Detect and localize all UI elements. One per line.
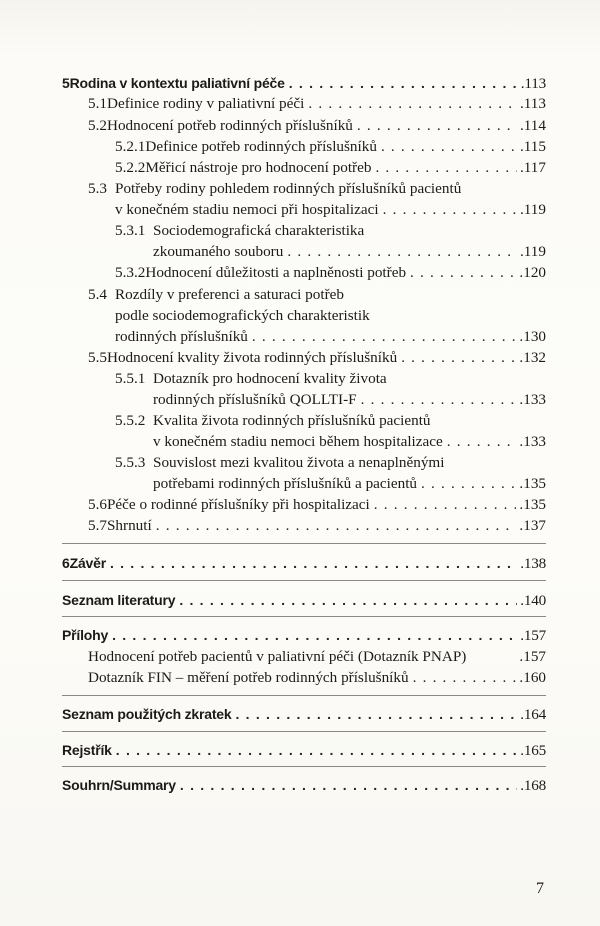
dot-leader — [112, 625, 517, 645]
entry-title-continuation: rodinných příslušníků — [115, 328, 248, 345]
entry-number: 5.4 — [88, 286, 107, 303]
dot-leader — [357, 116, 517, 136]
entry-title: Rejstřík — [62, 742, 112, 758]
separator-rule — [62, 543, 546, 544]
entry-title: Definice rodiny v paliativní péči — [106, 95, 305, 112]
toc-entry-5-5-1[interactable] — [115, 369, 387, 389]
entry-title: Hodnocení důležitosti a naplněnosti potřeb — [145, 264, 407, 281]
entry-page: .113 — [519, 95, 546, 112]
entry-title: Dotazník FIN – měření potřeb rodinných příslušníků — [88, 669, 409, 686]
entry-title: Hodnocení potřeb rodinných příslušníků — [106, 117, 353, 134]
entry-title: Seznam použitých zkratek — [62, 706, 232, 722]
entry-title: Souvislost mezi kvalitou života a nenaplněnými — [153, 454, 445, 471]
toc-entry-rejstrik[interactable] — [62, 740, 546, 761]
toc-entry-5-4[interactable] — [88, 285, 344, 305]
toc-entry-5-5[interactable] — [88, 348, 546, 368]
entry-number: 5.1 — [88, 95, 107, 112]
toc-entry-5-3-1-continuation[interactable] — [153, 242, 546, 262]
entry-page: .157 — [519, 648, 546, 665]
entry-page: .119 — [519, 243, 546, 260]
toc-entry-5-3-2[interactable] — [115, 263, 546, 283]
toc-entry-souhrn[interactable] — [62, 775, 546, 796]
dot-leader — [308, 94, 517, 114]
entry-page: .130 — [519, 328, 546, 345]
separator-rule — [62, 766, 546, 767]
toc-entry-5-5-3[interactable] — [115, 453, 444, 473]
entry-title-continuation: v konečném stadiu nemoci při hospitalizaci — [115, 201, 379, 218]
entry-page: .120 — [519, 264, 546, 281]
toc-entry-5-2-2[interactable] — [115, 158, 546, 178]
dot-leader — [180, 775, 517, 795]
toc-entry-appendix-pnap[interactable] — [88, 647, 546, 667]
entry-title-continuation: v konečném stadiu nemoci během hospitalizace — [153, 433, 443, 450]
separator-rule — [62, 580, 546, 581]
dot-leader — [383, 200, 517, 220]
page-number: 7 — [536, 880, 544, 897]
toc-entry-5-1[interactable] — [88, 94, 546, 114]
toc-entry-5-2[interactable] — [88, 116, 546, 136]
entry-page: .157 — [520, 627, 546, 644]
entry-number: 5.5.3 — [115, 454, 146, 471]
dot-leader — [447, 432, 517, 452]
entry-number: 5.2.2 — [115, 159, 146, 176]
toc-entry-5-3-1[interactable] — [115, 221, 364, 241]
entry-number: 5.2.1 — [115, 138, 146, 155]
entry-title: Péče o rodinné příslušníky při hospitalizaci — [106, 496, 370, 513]
entry-title-continuation: potřebami rodinných příslušníků a pacientů — [153, 475, 418, 492]
entry-title: Seznam literatury — [62, 592, 176, 608]
entry-title-continuation: podle sociodemografických charakteristik — [115, 307, 370, 324]
toc-entry-chapter-6[interactable] — [62, 553, 546, 574]
dot-leader — [381, 137, 517, 157]
entry-page: .115 — [519, 138, 546, 155]
toc-entry-5-3[interactable] — [88, 179, 461, 199]
toc-entry-zkratky[interactable] — [62, 704, 546, 725]
entry-title: Souhrn/Summary — [62, 777, 176, 793]
toc-entry-5-5-1-continuation[interactable] — [153, 390, 546, 410]
toc-entry-chapter-5[interactable] — [62, 73, 546, 94]
toc-entry-prilohy[interactable] — [62, 625, 546, 646]
dot-leader — [374, 495, 517, 515]
entry-title: Hodnocení potřeb pacientů v paliativní péči (Dotazník PNAP) — [88, 648, 467, 665]
entry-number: 5.6 — [88, 496, 107, 513]
entry-page: .133 — [519, 433, 546, 450]
dot-leader — [116, 740, 517, 760]
entry-title: Shrnutí — [106, 517, 152, 534]
separator-rule — [62, 616, 546, 617]
entry-page: .168 — [520, 777, 546, 794]
toc-entry-5-6[interactable] — [88, 495, 546, 515]
dot-leader — [110, 553, 517, 573]
entry-number: 5 — [62, 75, 70, 91]
dot-leader — [421, 474, 516, 494]
dot-leader — [361, 390, 517, 410]
entry-number: 5.5.1 — [115, 370, 146, 387]
toc-entry-seznam-literatury[interactable] — [62, 590, 546, 611]
entry-number: 5.3.2 — [115, 264, 146, 281]
dot-leader — [156, 516, 517, 536]
entry-page: .119 — [519, 201, 546, 218]
entry-page: .113 — [520, 75, 546, 92]
entry-number: 5.3 — [88, 180, 107, 197]
toc-entry-appendix-fin[interactable] — [88, 668, 546, 688]
dot-leader — [413, 668, 517, 688]
entry-title: Hodnocení kvality života rodinných příslušníků — [106, 349, 398, 366]
toc-entry-5-3-continuation[interactable] — [115, 200, 546, 220]
entry-page: .133 — [519, 391, 546, 408]
entry-title: Dotazník pro hodnocení kvality života — [153, 370, 387, 387]
toc-entry-5-7[interactable] — [88, 516, 546, 536]
entry-title: Rozdíly v preferenci a saturaci potřeb — [115, 286, 344, 303]
entry-number: 5.7 — [88, 517, 107, 534]
entry-title: Měřicí nástroje pro hodnocení potřeb — [145, 159, 372, 176]
entry-title: Potřeby rodiny pohledem rodinných příslušníků pacientů — [115, 180, 462, 197]
entry-title-continuation: zkoumaného souboru — [153, 243, 284, 260]
entry-page: .165 — [520, 742, 546, 759]
dot-leader — [289, 73, 518, 93]
entry-title: Definice potřeb rodinných příslušníků — [145, 138, 377, 155]
toc-entry-5-4-continuation[interactable] — [115, 306, 370, 326]
entry-number: 5.5 — [88, 349, 107, 366]
dot-leader — [179, 590, 517, 610]
dot-leader — [401, 348, 516, 368]
entry-number: 6 — [62, 555, 70, 571]
dot-leader — [235, 704, 517, 724]
toc-entry-5-5-3-continuation[interactable] — [153, 474, 546, 494]
entry-title: Přílohy — [62, 627, 109, 643]
entry-title: Rodina v kontextu paliativní péče — [69, 75, 285, 91]
toc-entry-5-5-2-continuation[interactable] — [153, 432, 546, 452]
dot-leader — [375, 158, 517, 178]
entry-page: .114 — [519, 117, 546, 134]
separator-rule — [62, 731, 546, 732]
toc-entry-5-4-continuation-2[interactable] — [115, 327, 546, 347]
entry-page: .160 — [519, 669, 546, 686]
entry-page: .135 — [519, 475, 546, 492]
entry-page: .138 — [520, 555, 546, 572]
dot-leader — [252, 327, 517, 347]
entry-page: .164 — [520, 706, 546, 723]
entry-title: Závěr — [69, 555, 106, 571]
entry-page: .140 — [520, 592, 546, 609]
entry-number: 5.2 — [88, 117, 107, 134]
entry-page: .137 — [519, 517, 546, 534]
entry-number: 5.5.2 — [115, 412, 146, 429]
entry-title: Sociodemografická charakteristika — [153, 222, 365, 239]
entry-title-continuation: rodinných příslušníků QOLLTI-F — [153, 391, 357, 408]
entry-page: .117 — [519, 159, 546, 176]
toc-entry-5-2-1[interactable] — [115, 137, 546, 157]
entry-number: 5.3.1 — [115, 222, 146, 239]
entry-page: .132 — [519, 349, 546, 366]
dot-leader — [410, 263, 516, 283]
dot-leader — [287, 242, 517, 262]
toc-entry-5-5-2[interactable] — [115, 411, 431, 431]
separator-rule — [62, 695, 546, 696]
entry-page: .135 — [519, 496, 546, 513]
entry-title: Kvalita života rodinných příslušníků pacientů — [153, 412, 431, 429]
